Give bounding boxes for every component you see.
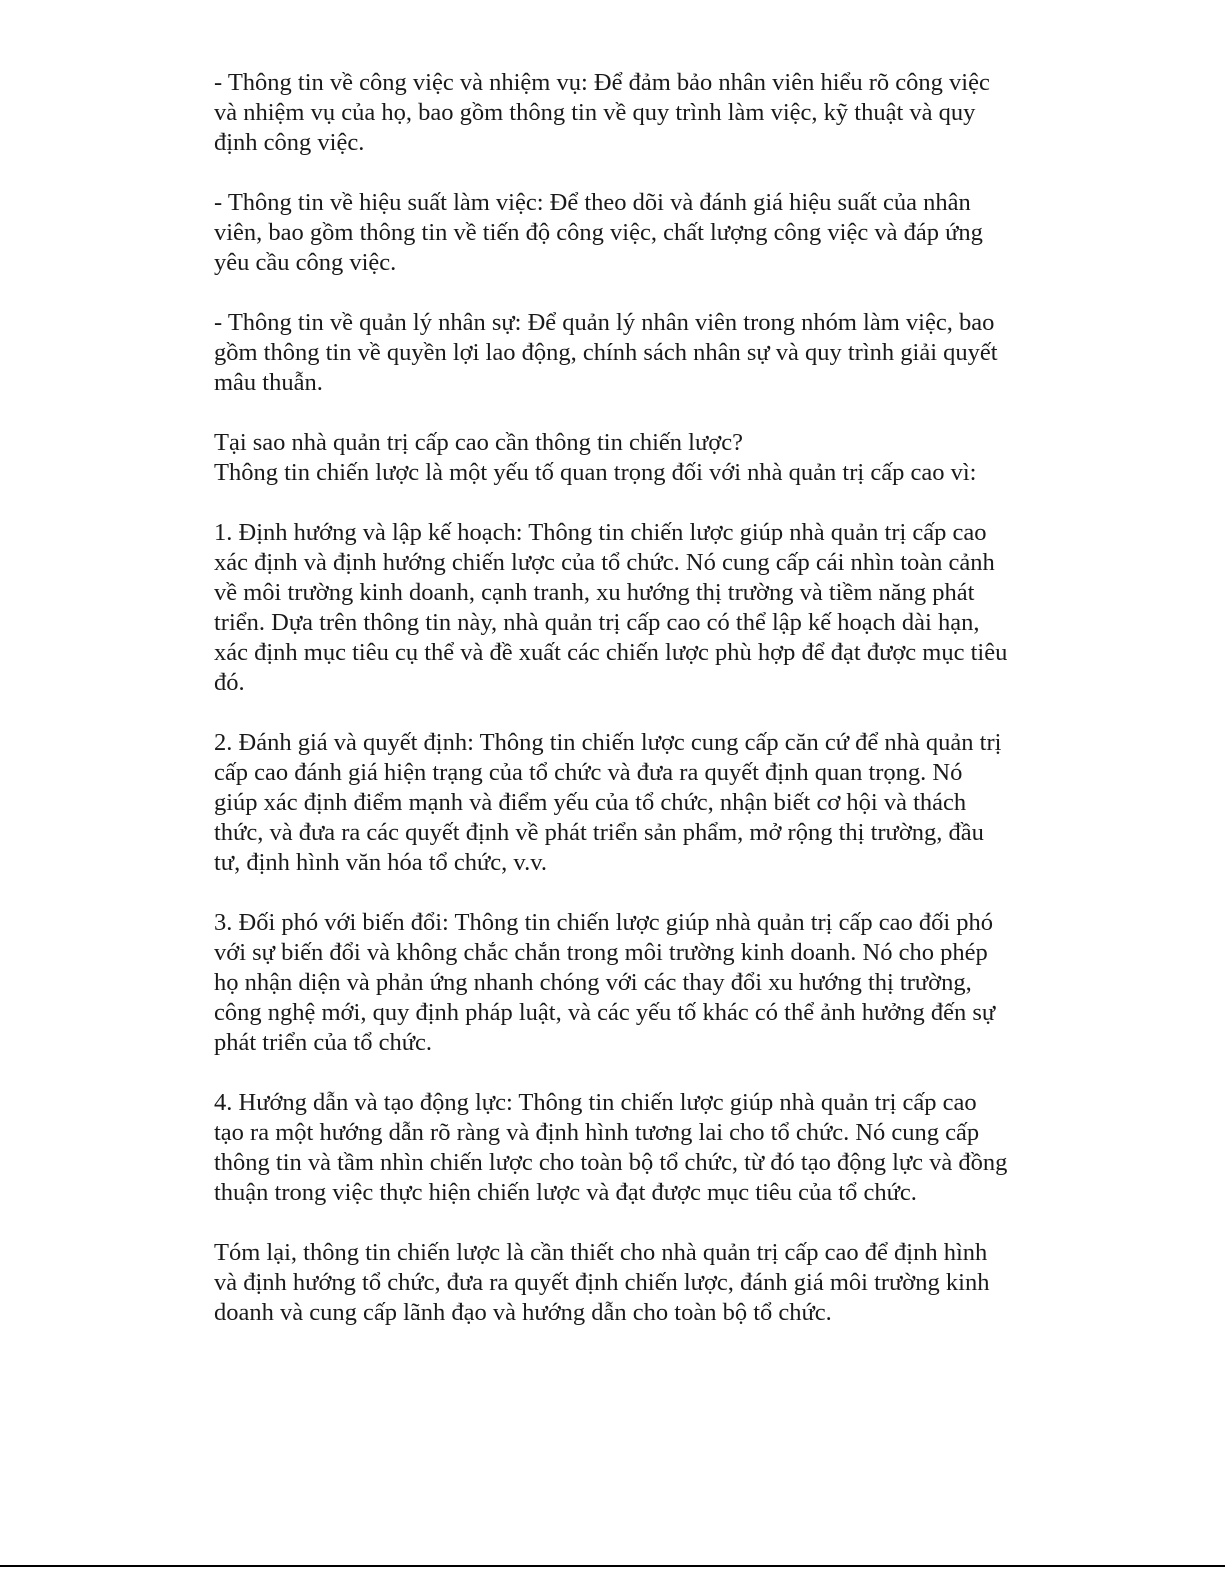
text-line: về môi trường kinh doanh, cạnh tranh, xu hướng thị trường và tiềm năng phát xyxy=(214,579,975,606)
text-line: xác định mục tiêu cụ thể và đề xuất các chiến lược phù hợp để đạt được mục tiêu xyxy=(214,639,1008,666)
paragraph-job-info xyxy=(214,68,1074,158)
text-line: yêu cầu công việc. xyxy=(214,249,397,276)
text-line: viên, bao gồm thông tin về tiến độ công việc, chất lượng công việc và đáp ứng xyxy=(214,219,983,246)
text-line: đó. xyxy=(214,669,245,696)
text-line: triển. Dựa trên thông tin này, nhà quản trị cấp cao có thể lập kế hoạch dài hạn, xyxy=(214,609,980,636)
text-line: tư, định hình văn hóa tổ chức, v.v. xyxy=(214,849,547,876)
text-line: doanh và cung cấp lãnh đạo và hướng dẫn cho toàn bộ tổ chức. xyxy=(214,1299,832,1326)
paragraph-point-2 xyxy=(214,728,1074,878)
text-line: - Thông tin về công việc và nhiệm vụ: Để đảm bảo nhân viên hiểu rõ công việc xyxy=(214,69,990,96)
text-line: giúp xác định điểm mạnh và điểm yếu của tổ chức, nhận biết cơ hội và thách xyxy=(214,789,967,816)
text-line: phát triển của tổ chức. xyxy=(214,1029,433,1056)
text-line: - Thông tin về hiệu suất làm việc: Để theo dõi và đánh giá hiệu suất của nhân xyxy=(214,189,971,216)
paragraph-point-3 xyxy=(214,908,1074,1058)
text-line: 2. Đánh giá và quyết định: Thông tin chiến lược cung cấp căn cứ để nhà quản trị xyxy=(214,729,1002,756)
page-bottom-divider xyxy=(0,1565,1225,1567)
text-line: công nghệ mới, quy định pháp luật, và các yếu tố khác có thể ảnh hưởng đến sự xyxy=(214,999,996,1026)
paragraph-hr-info xyxy=(214,308,1074,398)
text-line: thức, và đưa ra các quyết định về phát triển sản phẩm, mở rộng thị trường, đầu xyxy=(214,819,984,846)
paragraph-summary xyxy=(214,1238,1074,1328)
text-line: cấp cao đánh giá hiện trạng của tổ chức và đưa ra quyết định quan trọng. Nó xyxy=(214,759,963,786)
text-line: và định hướng tổ chức, đưa ra quyết định chiến lược, đánh giá môi trường kinh xyxy=(214,1269,990,1296)
text-line: 3. Đối phó với biến đổi: Thông tin chiến lược giúp nhà quản trị cấp cao đối phó xyxy=(214,909,994,936)
text-line: Tóm lại, thông tin chiến lược là cần thiết cho nhà quản trị cấp cao để định hình xyxy=(214,1239,988,1266)
paragraph-point-1 xyxy=(214,518,1074,698)
text-line: với sự biến đổi và không chắc chắn trong môi trường kinh doanh. Nó cho phép xyxy=(214,939,988,966)
paragraph-point-4 xyxy=(214,1088,1074,1208)
text-line: định công việc. xyxy=(214,129,365,156)
text-line: 4. Hướng dẫn và tạo động lực: Thông tin chiến lược giúp nhà quản trị cấp cao xyxy=(214,1089,977,1116)
text-line: họ nhận diện và phản ứng nhanh chóng với các thay đổi xu hướng thị trường, xyxy=(214,969,972,996)
paragraph-performance-info xyxy=(214,188,1074,278)
text-line: 1. Định hướng và lập kế hoạch: Thông tin chiến lược giúp nhà quản trị cấp cao xyxy=(214,519,987,546)
text-line: và nhiệm vụ của họ, bao gồm thông tin về quy trình làm việc, kỹ thuật và quy xyxy=(214,99,976,126)
text-line: mâu thuẫn. xyxy=(214,369,323,396)
question-heading: Tại sao nhà quản trị cấp cao cần thông tin chiến lược? xyxy=(214,429,743,456)
text-line: gồm thông tin về quyền lợi lao động, chính sách nhân sự và quy trình giải quyết xyxy=(214,339,998,366)
text-line: tạo ra một hướng dẫn rõ ràng và định hình tương lai cho tổ chức. Nó cung cấp xyxy=(214,1119,980,1146)
paragraph-question-intro xyxy=(214,428,1074,488)
document-page xyxy=(214,68,1074,1358)
text-line: - Thông tin về quản lý nhân sự: Để quản lý nhân viên trong nhóm làm việc, bao xyxy=(214,309,995,336)
text-line: Thông tin chiến lược là một yếu tố quan trọng đối với nhà quản trị cấp cao vì: xyxy=(214,459,977,486)
text-line: thông tin và tầm nhìn chiến lược cho toàn bộ tổ chức, từ đó tạo động lực và đồng xyxy=(214,1149,1008,1176)
text-line: xác định và định hướng chiến lược của tổ chức. Nó cung cấp cái nhìn toàn cảnh xyxy=(214,549,995,576)
text-line: thuận trong việc thực hiện chiến lược và đạt được mục tiêu của tổ chức. xyxy=(214,1179,917,1206)
